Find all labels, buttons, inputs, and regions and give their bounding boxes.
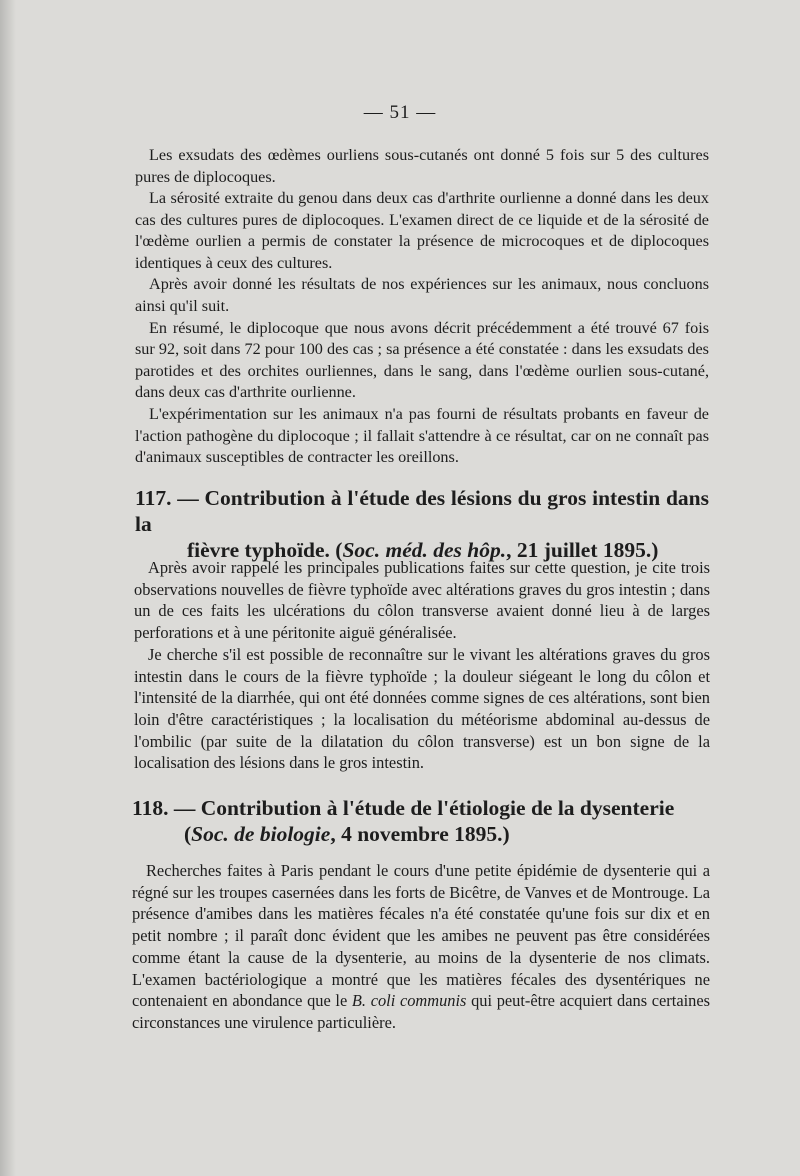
heading-118-line2-start: (: [184, 822, 192, 846]
paragraph-resume: En résumé, le diplocoque que nous avons décrit précédemment a été trouvé 67 fois sur 92, soit dans 72 pour 100 des cas ; sa présence a été constatée : dans les exsudats des parotides et des orchites ourliennes, dans le sang, dans l'œdème ourlien sous-cutané, dans deux cas d'arthrite ourlienne.: [135, 318, 709, 402]
section-118-body: [132, 860, 710, 1034]
heading-117-line1: 117. — Contribution à l'étude des lésions du gros intestin dans la: [135, 486, 709, 536]
heading-118-date: , 4 novembre 1895.): [330, 822, 510, 846]
paragraph-group-results: [135, 188, 709, 469]
paragraph-experimentation: L'expérimentation sur les animaux n'a pas fourni de résultats probants en faveur de l'action pathogène du diplocoque ; il fallait s'attendre à ce résultat, car on ne connaît pas d'animaux susceptibles de contracter les oreillons.: [135, 404, 709, 467]
paragraph-117-publications: Après avoir rappelé les principales publications faites sur cette question, je cite trois observations nouvelles de fièvre typhoïde avec altérations graves du gros intestin ; dans un de ces faits les ulcérations du côlon transverse avaient donné lieu à de larges perforations et à une péritonite aiguë généralisée.: [134, 558, 710, 643]
heading-117-line2-start: fièvre typhoïde. (: [187, 538, 343, 562]
paragraph-118-text-end: qui peut-être acquiert dans certaines circonstances une virulence particulière.: [132, 991, 710, 1032]
heading-117-date: , 21 juillet 1895.): [506, 538, 659, 562]
heading-117-journal: Soc. méd. des hôp.: [342, 538, 507, 562]
section-117-body: [134, 557, 710, 774]
paragraph-oedemes: Les exsudats des œdèmes ourliens sous-cutanés ont donné 5 fois sur 5 des cultures pures de diplocoques.: [135, 146, 709, 186]
paragraph-118-text-start: Recherches faites à Paris pendant le cours d'une petite épidémie de dysenterie qui a régné sur les troupes casernées dans les forts de Bicêtre, de Vanves et de Montrouge. La présence d'amibes dans les matières fécales n'a été constatée qu'une fois sur dix et en petit nombre ; il paraît donc évident que les amibes ne peuvent pas être considérées comme étant la cause de la dysenterie, au moins de la dysenterie de nos climats. L'examen bactériologique a montré que les matières fécales des dysentériques ne contenaient en abondance que le: [132, 861, 710, 1011]
heading-118-line2: [132, 821, 710, 847]
heading-118-line1: 118. — Contribution à l'étude de l'étiologie de la dysenterie: [132, 796, 675, 820]
section-heading-117: [135, 485, 709, 563]
paragraph-118-bacterium: B. coli communis: [351, 991, 467, 1011]
heading-118-journal: Soc. de biologie: [191, 822, 331, 846]
section-heading-118: [132, 795, 710, 847]
paragraph-conclusion-intro: Après avoir donné les résultats de nos expériences sur les animaux, nous concluons ainsi qu'il suit.: [135, 275, 709, 315]
paragraph-serosite: La sérosité extraite du genou dans deux cas d'arthrite ourlienne a donné dans les deux cas des cultures pures de diplocoques. L'examen direct de ce liquide et de la sérosité de l'œdème ourlien a permis de constater la présence de microcoques et de diplocoques identiques à ceux des cultures.: [135, 189, 709, 272]
paragraph-118-dysenterie: [132, 860, 710, 1034]
page-number: — 51 —: [363, 102, 437, 123]
page-edge-shadow: [0, 0, 16, 1176]
paragraph-117-diagnosis: Je cherche s'il est possible de reconnaître sur le vivant les altérations graves du gros intestin dans le cours de la fièvre typhoïde ; la douleur siégeant le long du côlon et l'intensité de la diarrhée, qui ont été données comme signes de ces altérations, sont bien loin d'être caractéristiques ; la localisation du météorisme abdominal au-dessus de l'ombilic (par suite de la dilatation du côlon transverse) est un bon signe de la localisation des lésions dans le gros intestin.: [134, 644, 710, 773]
